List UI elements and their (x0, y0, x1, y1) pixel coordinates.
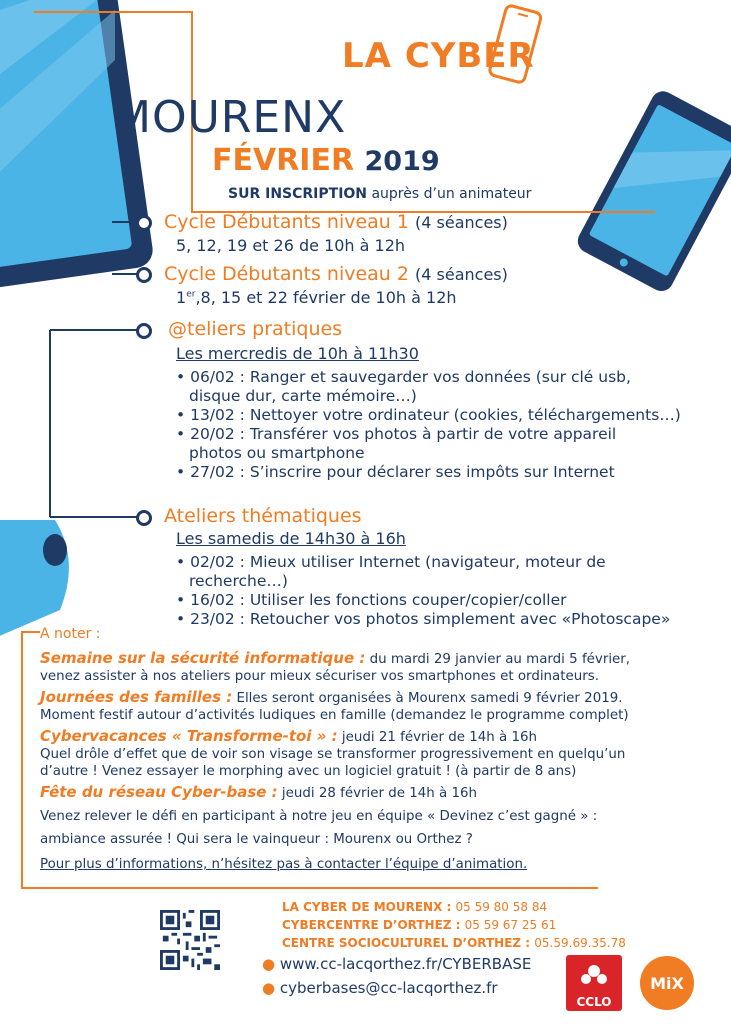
bullet-circle (136, 323, 152, 339)
right-tablet-icon (574, 87, 731, 295)
website-link[interactable]: www.cc-lacqorthez.fr/CYBERBASE (279, 955, 532, 973)
contact-phone[interactable]: 05 59 80 58 84 (455, 900, 548, 914)
notes-block (40, 650, 720, 873)
cclo-logo-text: CCLO (576, 995, 612, 1009)
note-4 (40, 784, 720, 802)
cycle1-count: (4 séances) (415, 213, 508, 232)
cycle2-count: (4 séances) (415, 265, 508, 284)
la-cyber-title: LA CYBER (342, 36, 535, 76)
list-item: • 06/02 : Ranger et sauvegarder vos données (sur clé usb, (176, 368, 631, 386)
note-2 (40, 689, 720, 707)
mouse-icon (0, 520, 69, 640)
email-link[interactable]: cyberbases@cc-lacqorthez.fr (279, 979, 498, 997)
list-item: • 02/02 : Mieux utiliser Internet (navigateur, moteur de (176, 553, 606, 571)
thematiques-title: Ateliers thématiques (164, 505, 362, 527)
year-label: 2019 (364, 146, 440, 177)
note-3-line2: Quel drôle d’effet que de voir son visage se transformer progressivement en quelqu’un (40, 747, 626, 762)
atelier-item: 06/02 : Ranger et sauvegarder vos données (sur clé usb, (190, 368, 631, 386)
cycle2-heading (164, 263, 508, 285)
contact-name: CENTRE SOCIOCULTUREL D’ORTHEZ : (282, 936, 531, 950)
list-item: • 27/02 : S’inscrire pour déclarer ses impôts sur Internet (176, 463, 615, 481)
inscription-line (228, 186, 531, 202)
ateliers-schedule: Les mercredis de 10h à 11h30 (176, 344, 419, 363)
contact-row (282, 898, 626, 916)
city-title: MOURENX (113, 92, 347, 143)
thematique-item: 16/02 : Utiliser les fonctions couper/copier/coller (190, 591, 567, 609)
list-item: • 20/02 : Transférer vos photos à partir de votre appareil (176, 425, 617, 443)
atelier-item: 20/02 : Transférer vos photos à partir de votre appareil (190, 425, 617, 443)
list-item: • 23/02 : Retoucher vos photos simplement avec «Photoscape» (176, 610, 671, 628)
contact-row (282, 934, 626, 952)
thematique-item: 23/02 : Retoucher vos photos simplement avec «Photoscape» (190, 610, 671, 628)
atelier-item: 13/02 : Nettoyer votre ordinateur (cookies, téléchargements…) (190, 406, 681, 424)
note-4-line2: Venez relever le défi en participant à notre jeu en équipe « Devinez c’est gagné » : (40, 809, 598, 824)
email-row (262, 976, 531, 1000)
mix-logo-text: MiX (650, 973, 684, 993)
cycle2-date-rest: ,8, 15 et 22 février de 10h à 12h (195, 288, 457, 307)
contact-row (282, 916, 626, 934)
list-item: • 13/02 : Nettoyer votre ordinateur (cookies, téléchargements…) (176, 406, 681, 424)
globe-icon: ● (262, 955, 276, 973)
note-1-title: Semaine sur la sécurité informatique : (40, 649, 366, 667)
note-2-line2: Moment festif autour d’activités ludiques en famille (demandez le programme complet) (40, 708, 629, 723)
note-2-title: Journées des familles : (40, 688, 233, 706)
mix-logo (640, 956, 694, 1010)
ateliers-list (176, 368, 726, 482)
thematique-item: recherche…) (189, 572, 288, 590)
list-item (176, 387, 726, 406)
thematiques-list (176, 553, 726, 629)
note-1 (40, 650, 720, 668)
atelier-item: disque dur, carte mémoire…) (189, 387, 417, 405)
contacts-block (282, 898, 626, 952)
thematiques-schedule: Les samedis de 14h30 à 16h (176, 529, 406, 548)
note-1-text: du mardi 29 janvier au mardi 5 février, (369, 652, 631, 667)
atelier-item: 27/02 : S’inscrire pour déclarer ses impôts sur Internet (190, 463, 615, 481)
cycle2-date-first: 1 (176, 288, 187, 307)
note-4-title: Fête du réseau Cyber-base : (40, 783, 278, 801)
cycle1-heading (164, 211, 508, 233)
note-3-line3: d’autre ! Venez essayer le morphing avec un logiciel gratuit ! (à partir de 8 ans) (40, 764, 577, 779)
atelier-item: photos ou smartphone (189, 444, 365, 462)
note-2-text: Elles seront organisées à Mourenx samedi 9 février 2019. (236, 691, 623, 706)
month-title (212, 143, 440, 178)
cycle2-date-sup: er (186, 289, 196, 300)
cycle2-title: Cycle Débutants niveau 2 (164, 263, 409, 285)
note-3-text: jeudi 21 février de 14h à 16h (341, 730, 538, 745)
ateliers-title: @teliers pratiques (168, 318, 343, 340)
more-info-link[interactable]: Pour plus d’informations, n’hésitez pas à contacter l’équipe d’animation. (40, 857, 528, 872)
cycle2-dates (176, 288, 457, 307)
note-3 (40, 728, 720, 746)
contact-name: CYBERCENTRE D’ORTHEZ : (282, 918, 461, 932)
qr-code-icon (160, 910, 220, 970)
left-tablet-icon (0, 0, 155, 295)
bullet-circle (136, 215, 152, 231)
web-row (262, 952, 531, 976)
bullet-circle (136, 267, 152, 283)
list-item: • 16/02 : Utiliser les fonctions couper/copier/coller (176, 591, 567, 609)
notes-heading: A noter : (40, 626, 101, 642)
note-1-line2: venez assister à nos ateliers pour mieux sécuriser vos smartphones et ordinateurs. (40, 669, 599, 684)
inscription-bold: SUR INSCRIPTION (228, 186, 368, 202)
month-label: FÉVRIER (212, 143, 355, 178)
cycle1-title: Cycle Débutants niveau 1 (164, 211, 409, 233)
note-4-line3: ambiance assurée ! Qui sera le vainqueur : Mourenx ou Orthez ? (40, 832, 473, 847)
contact-name: LA CYBER DE MOURENX : (282, 900, 452, 914)
mail-icon: ● (262, 979, 276, 997)
note-3-title: Cybervacances « Transforme-toi » : (40, 727, 338, 745)
contact-phone[interactable]: 05.59.69.35.78 (534, 936, 626, 950)
contact-phone[interactable]: 05 59 67 25 61 (464, 918, 557, 932)
cclo-logo (566, 955, 622, 1011)
list-item (176, 444, 726, 463)
cclo-logo-icon (566, 955, 622, 995)
cycle1-dates: 5, 12, 19 et 26 de 10h à 12h (176, 236, 406, 255)
inscription-rest: auprès d’un animateur (371, 186, 532, 202)
thematique-item: 02/02 : Mieux utiliser Internet (navigateur, moteur de (190, 553, 606, 571)
web-block (262, 952, 531, 1000)
note-4-text: jeudi 28 février de 14h à 16h (281, 786, 478, 801)
list-item (176, 572, 726, 591)
bullet-circle (136, 510, 152, 526)
